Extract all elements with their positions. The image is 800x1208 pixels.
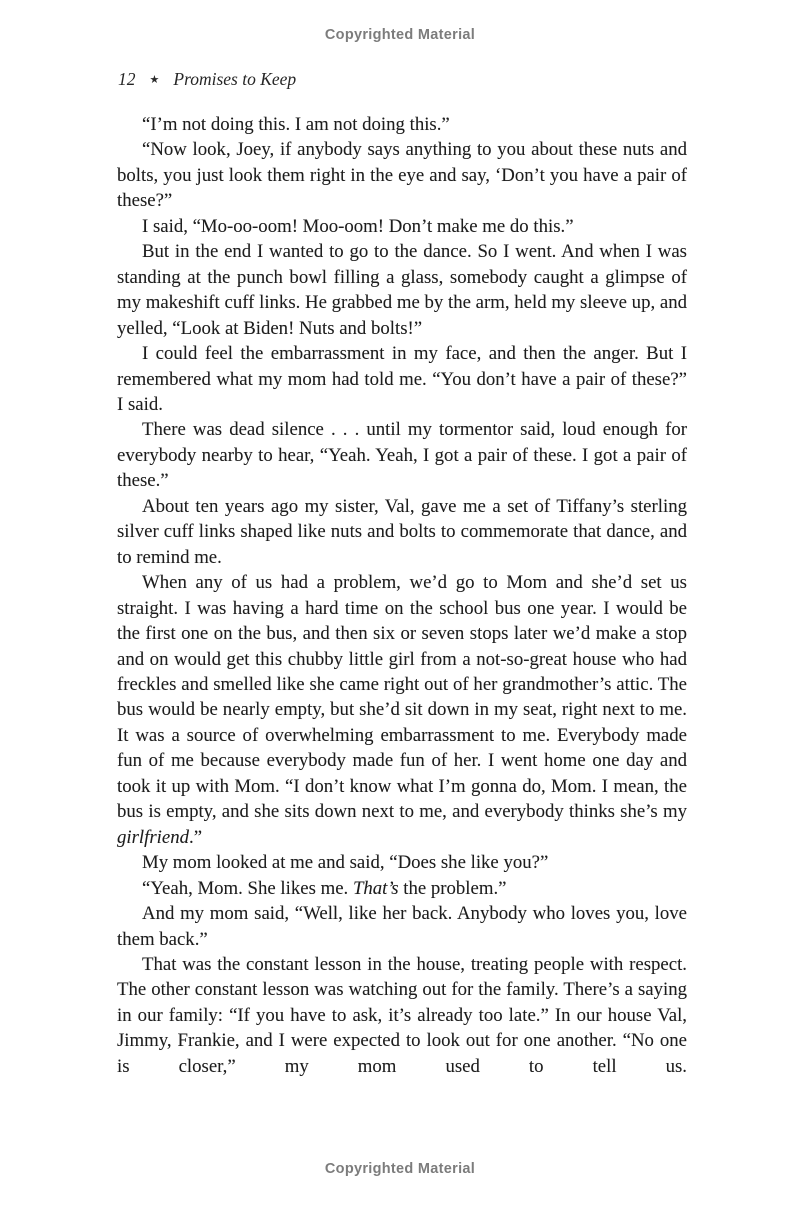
paragraph: “Yeah, Mom. She likes me. That’s the problem.” (142, 877, 507, 899)
running-header (118, 69, 296, 90)
paragraph: But in the end I wanted to go to the dance. So I went. And when I was standing at the punch bowl filling a glass, somebody caught a glimpse of my makeshift cuff links. He grabbed me by the arm, held my sleeve up, and yelled, “Look at Biden! Nuts and bolts!” (117, 241, 687, 339)
body-text (117, 112, 687, 1079)
paragraph: That was the constant lesson in the house, treating people with respect. The other constant lesson was watching out for the family. There’s a saying in our family: “If you have to ask, it’s already too late.” In our house Val, Jimmy, Frankie, and I were expected to look out for one another. “No one is closer,” my mom used to tell us. (117, 953, 687, 1077)
paragraph: About ten years ago my sister, Val, gave me a set of Tiffany’s sterling silver cuff links shaped like nuts and bolts to commemorate that dance, and to remind me. (117, 495, 687, 568)
copyright-notice-top: Copyrighted Material (324, 27, 476, 43)
paragraph: “Now look, Joey, if anybody says anything to you about these nuts and bolts, you just look them right in the eye and say, ‘Don’t you have a pair of these?” (117, 139, 687, 212)
copyright-notice-bottom: Copyrighted Material (324, 1161, 476, 1177)
paragraph: There was dead silence . . . until my tormentor said, loud enough for everybody nearby to hear, “Yeah. Yeah, I got a pair of these. I got a pair of these.” (117, 419, 687, 492)
page-number: 12 (118, 69, 136, 89)
paragraph: “I’m not doing this. I am not doing this.” (142, 114, 450, 135)
paragraph: I could feel the embarrassment in my face, and then the anger. But I remembered what my mom had told me. “You don’t have a pair of these?” I said. (117, 343, 687, 415)
running-header-title: Promises to Keep (173, 69, 297, 89)
paragraph: My mom looked at me and said, “Does she like you?” (142, 852, 549, 874)
star-icon: ★ (149, 73, 160, 86)
paragraph: I said, “Mo-oo-oom! Moo-oom! Don’t make me do this.” (142, 215, 574, 237)
paragraph: And my mom said, “Well, like her back. Anybody who loves you, love them back.” (117, 903, 687, 950)
paragraph: When any of us had a problem, we’d go to Mom and she’d set us straight. I was having a hard time on the school bus one year. I would be the first one on the bus, and then six or seven stops later we’d make a stop and on would get this chubby little girl from a not-so-great house who had freckles and smelled like she came right out of her grandmother’s attic. The bus would be nearly empty, but she’d sit down in my seat, right next to me. It was a source of overwhelming embarrassment to me. Everybody made fun of me because everybody made fun of her. I went home one day and took it up with Mom. “I don’t know what I’m gonna do, Mom. I mean, the bus is empty, and she sits down next to me, and everybody thinks she’s my girlfriend.” (117, 572, 687, 848)
